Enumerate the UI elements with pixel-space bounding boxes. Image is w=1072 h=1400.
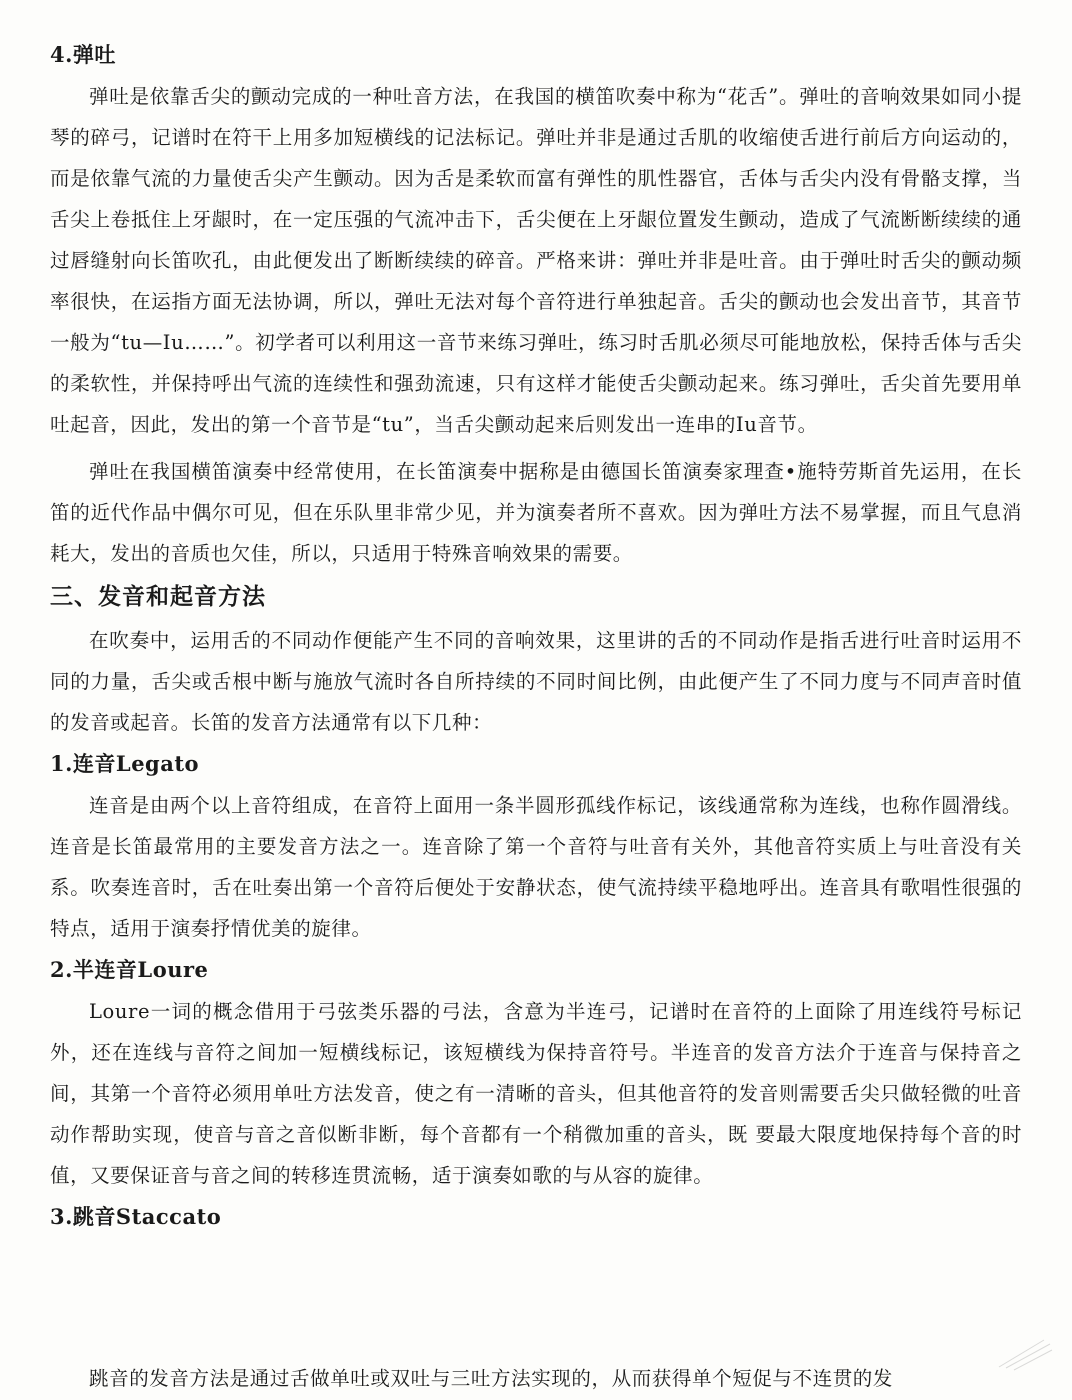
section-heading-staccato: 3.跳音Staccato <box>50 1204 222 1229</box>
page-content <box>50 38 1022 1234</box>
chapter-heading-articulation: 三、发音和起音方法 <box>50 583 266 610</box>
section-heading-legato: 1.连音Legato <box>50 751 200 776</box>
paragraph-articulation-intro: 在吹奏中，运用舌的不同动作便能产生不同的音响效果，这里讲的舌的不同动作是指舌进行吐音时运用不同的力量，舌尖或舌根中断与施放气流时各自所持续的不同时间比例，由此便产生了不同力度与不同声音时值的发音或起音。长笛的发音方法通常有以下几种： <box>50 629 1022 734</box>
scan-smudge-mark <box>994 1332 1054 1372</box>
section-heading-loure: 2.半连音Loure <box>50 957 209 982</box>
cutoff-text-region <box>50 1358 1022 1400</box>
paragraph-loure: Loure一词的概念借用于弓弦类乐器的弓法，含意为半连弓，记谱时在音符的上面除了用连线符号标记外，还在连线与音符之间加一短横线标记，该短横线为保持音符号。半连音的发音方法介于连音与保持音之间，其第一个音符必须用单吐方法发音，使之有一清晰的音头，但其他音符的发音则需要舌尖只做轻微的吐音动作帮助实现，使音与音之音似断非断，每个音都有一个稍微加重的音头，既 要最大限度地保持每个音的时值，又要保证音与音之间的转移连贯流畅，适于演奏如歌的与从容的旋律。 <box>50 1000 1022 1187</box>
paragraph-staccato-cutoff: 跳音的发音方法是通过舌做单吐或双吐与三吐方法实现的，从而获得单个短促与不连贯的发 <box>89 1367 894 1390</box>
paragraph-flutter-tongue-2: 弹吐在我国横笛演奏中经常使用，在长笛演奏中据称是由德国长笛演奏家理查•施特劳斯首先运用，在长笛的近代作品中偶尔可见，但在乐队里非常少见，并为演奏者所不喜欢。因为弹吐方法不易掌握，而且气息消耗大，发出的音质也欠佳，所以，只适用于特殊音响效果的需要。 <box>50 460 1022 565</box>
paragraph-legato: 连音是由两个以上音符组成，在音符上面用一条半圆形孤线作标记，该线通常称为连线，也称作圆滑线。连音是长笛最常用的主要发音方法之一。连音除了第一个音符与吐音有关外，其他音符实质上与吐音没有关系。吹奏连音时，舌在吐奏出第一个音符后便处于安静状态，使气流持续平稳地呼出。连音具有歌唱性很强的特点，适用于演奏抒情优美的旋律。 <box>50 794 1022 940</box>
section-heading-flutter-tongue: 4.弹吐 <box>50 42 116 67</box>
paragraph-flutter-tongue-1: 弹吐是依靠舌尖的颤动完成的一种吐音方法，在我国的横笛吹奏中称为“花舌”。弹吐的音响效果如同小提琴的碎弓，记谱时在符干上用多加短横线的记法标记。弹吐并非是通过舌肌的收缩使舌进行前后方向运动的，而是依靠气流的力量使舌尖产生颤动。因为舌是柔软而富有弹性的肌性器官，舌体与舌尖内没有骨骼支撑，当舌尖上卷抵住上牙龈时，在一定压强的气流冲击下，舌尖便在上牙龈位置发生颤动，造成了气流断断续续的通过唇缝射向长笛吹孔，由此便发出了断断续续的碎音。严格来讲：弹吐并非是吐音。由于弹吐时舌尖的颤动频率很快，在运指方面无法协调，所以，弹吐无法对每个音符进行单独起音。舌尖的颤动也会发出音节，其音节一般为“tu—Iu……”。初学者可以利用这一音节来练习弹吐，练习时舌肌必须尽可能地放松，保持舌体与舌尖的柔软性，并保持呼出气流的连续性和强劲流速，只有这样才能使舌尖颤动起来。练习弹吐，舌尖首先要用单吐起音，因此，发出的第一个音节是“tu”，当舌尖颤动起来后则发出一连串的Iu音节。 <box>50 85 1022 436</box>
